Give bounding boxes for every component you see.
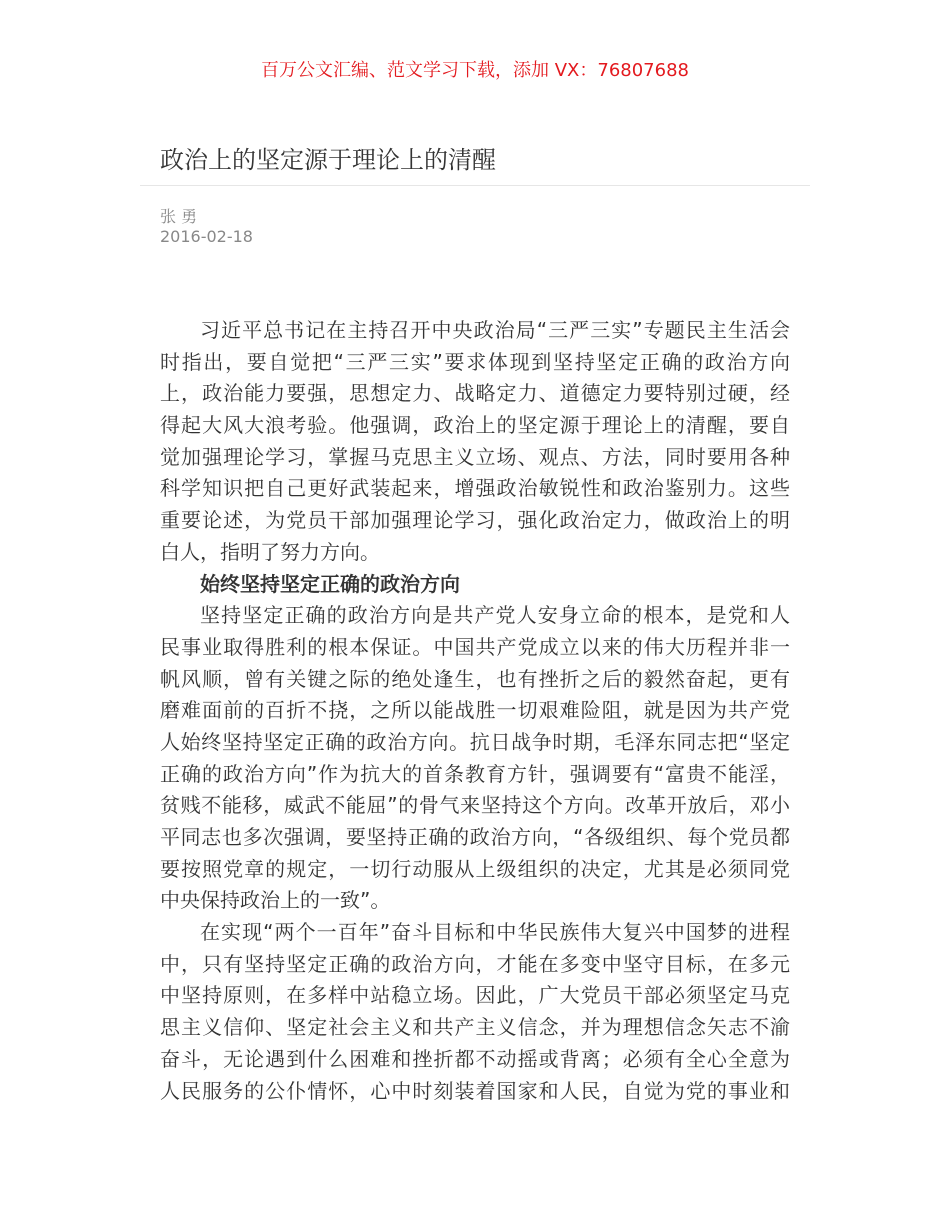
text-line: 思主义信仰、坚定社会主义和共产主义信念，并为理想信念矢志不渝 <box>160 1015 790 1040</box>
text-line: 人民服务的公仆情怀，心中时刻装着国家和人民，自觉为党的事业和 <box>160 1078 790 1103</box>
text-line: 磨难面前的百折不挠，之所以能战胜一切艰难险阻，就是因为共产党 <box>160 698 790 723</box>
text-line: 科学知识把自己更好武装起来，增强政治敏锐性和政治鉴别力。这些 <box>160 476 790 501</box>
text-line: 民事业取得胜利的根本保证。中国共产党成立以来的伟大历程并非一 <box>160 634 790 659</box>
text-line: 帆风顺，曾有关键之际的绝处逢生，也有挫折之后的毅然奋起，更有 <box>160 666 790 691</box>
paragraph <box>160 600 790 917</box>
paragraph <box>160 315 790 569</box>
text-line: 在实现“两个一百年”奋斗目标和中华民族伟大复兴中国梦的进程 <box>200 920 790 945</box>
text-line: 中坚持原则，在多样中站稳立场。因此，广大党员干部必须坚定马克 <box>160 983 790 1008</box>
text-line: 白人，指明了努力方向。 <box>160 539 380 564</box>
text-line: 觉加强理论学习，掌握马克思主义立场、观点、方法，同时要用各种 <box>160 444 790 469</box>
article-date: 2016-02-18 <box>160 227 253 246</box>
text-line: 平同志也多次强调，要坚持正确的政治方向，“各级组织、每个党员都 <box>160 825 790 849</box>
promo-banner: 百万公文汇编、范文学习下载，添加 VX：76807688 <box>261 60 689 81</box>
article-author: 张 勇 <box>160 207 198 226</box>
text-line: 重要论述，为党员干部加强理论学习，强化政治定力，做政治上的明 <box>160 508 790 533</box>
text-line: 人始终坚持坚定正确的政治方向。抗日战争时期，毛泽东同志把“坚定 <box>160 729 790 754</box>
text-line: 始终坚持坚定正确的政治方向 <box>200 571 460 596</box>
text-line: 中央保持政治上的一致”。 <box>160 888 391 913</box>
article-title: 政治上的坚定源于理论上的清醒 <box>160 146 496 174</box>
article-body <box>160 315 790 1107</box>
text-line: 习近平总书记在主持召开中央政治局“三严三实”专题民主生活会 <box>200 318 790 342</box>
text-line: 得起大风大浪考验。他强调，政治上的坚定源于理论上的清醒，要自 <box>160 413 790 438</box>
paragraph <box>160 917 790 1107</box>
text-line: 上，政治能力要强，思想定力、战略定力、道德定力要特别过硬，经 <box>160 381 790 406</box>
text-line: 贫贱不能移，威武不能屈”的骨气来坚持这个方向。改革开放后，邓小 <box>160 793 790 818</box>
text-line: 时指出，要自觉把“三严三实”要求体现到坚持坚定正确的政治方向 <box>160 349 790 374</box>
text-line: 要按照党章的规定，一切行动服从上级组织的决定，尤其是必须同党 <box>160 856 790 881</box>
text-line: 奋斗，无论遇到什么困难和挫折都不动摇或背离；必须有全心全意为 <box>160 1046 790 1071</box>
text-line: 中，只有坚持坚定正确的政治方向，才能在多变中坚守目标，在多元 <box>160 951 790 976</box>
title-divider <box>140 185 810 186</box>
section-heading <box>160 569 790 601</box>
text-line: 正确的政治方向”作为抗大的首条教育方针，强调要有“富贵不能淫， <box>160 761 790 786</box>
text-line: 坚持坚定正确的政治方向是共产党人安身立命的根本，是党和人 <box>200 603 790 628</box>
